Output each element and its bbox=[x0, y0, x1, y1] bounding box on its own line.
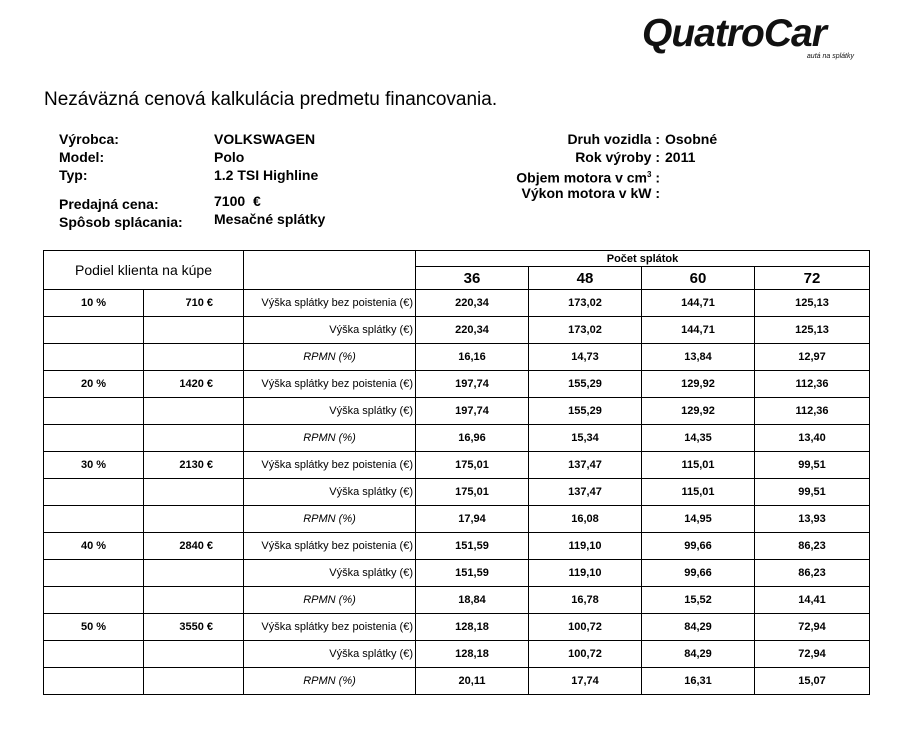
term-60: 60 bbox=[642, 267, 755, 290]
row-label-rpmn: RPMN (%) bbox=[244, 425, 416, 452]
logo-tagline: autá na splátky bbox=[806, 53, 854, 60]
value-cell: 137,47 bbox=[529, 479, 642, 506]
value-cell: 125,13 bbox=[755, 290, 870, 317]
table-row bbox=[44, 371, 870, 398]
term-36: 36 bbox=[416, 267, 529, 290]
value-cell: 14,95 bbox=[642, 506, 755, 533]
table-row bbox=[44, 614, 870, 641]
quatrocar-logo bbox=[642, 14, 862, 64]
table-body bbox=[44, 290, 870, 695]
value-cell: 129,92 bbox=[642, 398, 755, 425]
table-row bbox=[44, 317, 870, 344]
value-cell: 18,84 bbox=[416, 587, 529, 614]
table-row bbox=[44, 479, 870, 506]
share-amount bbox=[144, 506, 244, 533]
value-cell: 220,34 bbox=[416, 290, 529, 317]
share-percent bbox=[44, 560, 144, 587]
share-amount bbox=[144, 425, 244, 452]
share-amount: 710 € bbox=[144, 290, 244, 317]
share-percent: 30 % bbox=[44, 452, 144, 479]
value-cell: 197,74 bbox=[416, 371, 529, 398]
value-cell: 14,35 bbox=[642, 425, 755, 452]
value-cell: 144,71 bbox=[642, 290, 755, 317]
vehicle-kind-value: Osobné bbox=[665, 131, 718, 147]
share-amount bbox=[144, 668, 244, 695]
table-row bbox=[44, 398, 870, 425]
installments-header: Počet splátok bbox=[416, 251, 870, 267]
table-row bbox=[44, 533, 870, 560]
share-amount bbox=[144, 398, 244, 425]
row-label-installment: Výška splátky (€) bbox=[244, 398, 416, 425]
row-label-installment-no-insurance: Výška splátky bez poistenia (€) bbox=[244, 533, 416, 560]
value-cell: 84,29 bbox=[642, 641, 755, 668]
row-label-installment-no-insurance: Výška splátky bez poistenia (€) bbox=[244, 371, 416, 398]
price-amount: 7100 bbox=[214, 193, 246, 209]
model-label: Model: bbox=[59, 149, 105, 165]
row-label-rpmn: RPMN (%) bbox=[244, 668, 416, 695]
value-cell: 14,73 bbox=[529, 344, 642, 371]
share-amount: 2840 € bbox=[144, 533, 244, 560]
value-cell: 175,01 bbox=[416, 479, 529, 506]
share-percent bbox=[44, 479, 144, 506]
row-label-installment: Výška splátky (€) bbox=[244, 560, 416, 587]
value-cell: 144,71 bbox=[642, 317, 755, 344]
row-label-installment-no-insurance: Výška splátky bez poistenia (€) bbox=[244, 290, 416, 317]
value-cell: 155,29 bbox=[529, 398, 642, 425]
value-cell: 115,01 bbox=[642, 479, 755, 506]
client-share-header: Podiel klienta na kúpe bbox=[44, 251, 244, 290]
vehicle-kind-label: Druh vozidla : bbox=[567, 131, 660, 147]
manufacturer-value: VOLKSWAGEN bbox=[214, 131, 316, 147]
row-label-rpmn: RPMN (%) bbox=[244, 587, 416, 614]
year-value: 2011 bbox=[665, 149, 696, 165]
payment-label: Spôsob splácania: bbox=[59, 214, 183, 230]
value-cell: 197,74 bbox=[416, 398, 529, 425]
share-percent: 10 % bbox=[44, 290, 144, 317]
value-cell: 151,59 bbox=[416, 533, 529, 560]
value-cell: 119,10 bbox=[529, 560, 642, 587]
type-value: 1.2 TSI Highline bbox=[214, 167, 319, 183]
share-amount: 3550 € bbox=[144, 614, 244, 641]
table-row bbox=[44, 641, 870, 668]
engine-volume-sup: 3 bbox=[646, 170, 652, 179]
year-label: Rok výroby : bbox=[575, 149, 660, 165]
table-row bbox=[44, 344, 870, 371]
share-amount bbox=[144, 641, 244, 668]
value-cell: 20,11 bbox=[416, 668, 529, 695]
share-amount bbox=[144, 317, 244, 344]
share-amount bbox=[144, 344, 244, 371]
table-row bbox=[44, 506, 870, 533]
share-percent bbox=[44, 398, 144, 425]
share-percent bbox=[44, 641, 144, 668]
table-row bbox=[44, 668, 870, 695]
share-percent: 20 % bbox=[44, 371, 144, 398]
value-cell: 137,47 bbox=[529, 452, 642, 479]
value-cell: 16,08 bbox=[529, 506, 642, 533]
share-amount: 1420 € bbox=[144, 371, 244, 398]
value-cell: 100,72 bbox=[529, 614, 642, 641]
table-row bbox=[44, 290, 870, 317]
value-cell: 13,93 bbox=[755, 506, 870, 533]
value-cell: 99,51 bbox=[755, 452, 870, 479]
price-value bbox=[214, 192, 261, 210]
value-cell: 128,18 bbox=[416, 614, 529, 641]
value-cell: 220,34 bbox=[416, 317, 529, 344]
value-cell: 125,13 bbox=[755, 317, 870, 344]
row-label-header bbox=[244, 251, 416, 290]
value-cell: 14,41 bbox=[755, 587, 870, 614]
value-cell: 84,29 bbox=[642, 614, 755, 641]
value-cell: 173,02 bbox=[529, 290, 642, 317]
table-row bbox=[44, 452, 870, 479]
table-row bbox=[44, 425, 870, 452]
model-value: Polo bbox=[214, 149, 245, 165]
value-cell: 155,29 bbox=[529, 371, 642, 398]
manufacturer-label: Výrobca: bbox=[59, 131, 119, 147]
value-cell: 119,10 bbox=[529, 533, 642, 560]
share-percent bbox=[44, 506, 144, 533]
share-percent: 50 % bbox=[44, 614, 144, 641]
value-cell: 86,23 bbox=[755, 560, 870, 587]
value-cell: 17,94 bbox=[416, 506, 529, 533]
price-currency: € bbox=[252, 193, 261, 209]
value-cell: 100,72 bbox=[529, 641, 642, 668]
row-label-installment: Výška splátky (€) bbox=[244, 317, 416, 344]
value-cell: 16,31 bbox=[642, 668, 755, 695]
share-percent bbox=[44, 317, 144, 344]
row-label-installment-no-insurance: Výška splátky bez poistenia (€) bbox=[244, 452, 416, 479]
row-label-installment-no-insurance: Výška splátky bez poistenia (€) bbox=[244, 614, 416, 641]
value-cell: 175,01 bbox=[416, 452, 529, 479]
value-cell: 115,01 bbox=[642, 452, 755, 479]
value-cell: 112,36 bbox=[755, 371, 870, 398]
value-cell: 15,07 bbox=[755, 668, 870, 695]
value-cell: 173,02 bbox=[529, 317, 642, 344]
value-cell: 72,94 bbox=[755, 641, 870, 668]
price-label: Predajná cena: bbox=[59, 196, 159, 212]
value-cell: 128,18 bbox=[416, 641, 529, 668]
page-title: Nezáväzná cenová kalkulácia predmetu financovania. bbox=[44, 89, 498, 110]
share-amount bbox=[144, 479, 244, 506]
value-cell: 13,40 bbox=[755, 425, 870, 452]
financing-table bbox=[43, 250, 870, 695]
value-cell: 99,66 bbox=[642, 560, 755, 587]
table-row bbox=[44, 587, 870, 614]
value-cell: 86,23 bbox=[755, 533, 870, 560]
share-amount: 2130 € bbox=[144, 452, 244, 479]
value-cell: 72,94 bbox=[755, 614, 870, 641]
share-amount bbox=[144, 587, 244, 614]
value-cell: 112,36 bbox=[755, 398, 870, 425]
value-cell: 99,66 bbox=[642, 533, 755, 560]
value-cell: 16,16 bbox=[416, 344, 529, 371]
term-48: 48 bbox=[529, 267, 642, 290]
value-cell: 15,52 bbox=[642, 587, 755, 614]
row-label-rpmn: RPMN (%) bbox=[244, 344, 416, 371]
share-percent bbox=[44, 344, 144, 371]
term-72: 72 bbox=[755, 267, 870, 290]
engine-power-label: Výkon motora v kW : bbox=[521, 185, 660, 201]
value-cell: 16,78 bbox=[529, 587, 642, 614]
value-cell: 151,59 bbox=[416, 560, 529, 587]
payment-value: Mesačné splátky bbox=[214, 211, 326, 227]
share-percent bbox=[44, 425, 144, 452]
value-cell: 12,97 bbox=[755, 344, 870, 371]
type-label: Typ: bbox=[59, 167, 88, 183]
share-percent bbox=[44, 668, 144, 695]
value-cell: 15,34 bbox=[529, 425, 642, 452]
value-cell: 129,92 bbox=[642, 371, 755, 398]
row-label-installment: Výška splátky (€) bbox=[244, 641, 416, 668]
value-cell: 13,84 bbox=[642, 344, 755, 371]
value-cell: 17,74 bbox=[529, 668, 642, 695]
share-amount bbox=[144, 560, 244, 587]
share-percent bbox=[44, 587, 144, 614]
value-cell: 16,96 bbox=[416, 425, 529, 452]
engine-volume-text: Objem motora v cm bbox=[516, 169, 647, 186]
row-label-installment: Výška splátky (€) bbox=[244, 479, 416, 506]
table-row bbox=[44, 560, 870, 587]
share-percent: 40 % bbox=[44, 533, 144, 560]
logo-wordmark: QuatroCar bbox=[642, 12, 826, 55]
value-cell: 99,51 bbox=[755, 479, 870, 506]
engine-volume-colon: : bbox=[651, 169, 660, 186]
row-label-rpmn: RPMN (%) bbox=[244, 506, 416, 533]
